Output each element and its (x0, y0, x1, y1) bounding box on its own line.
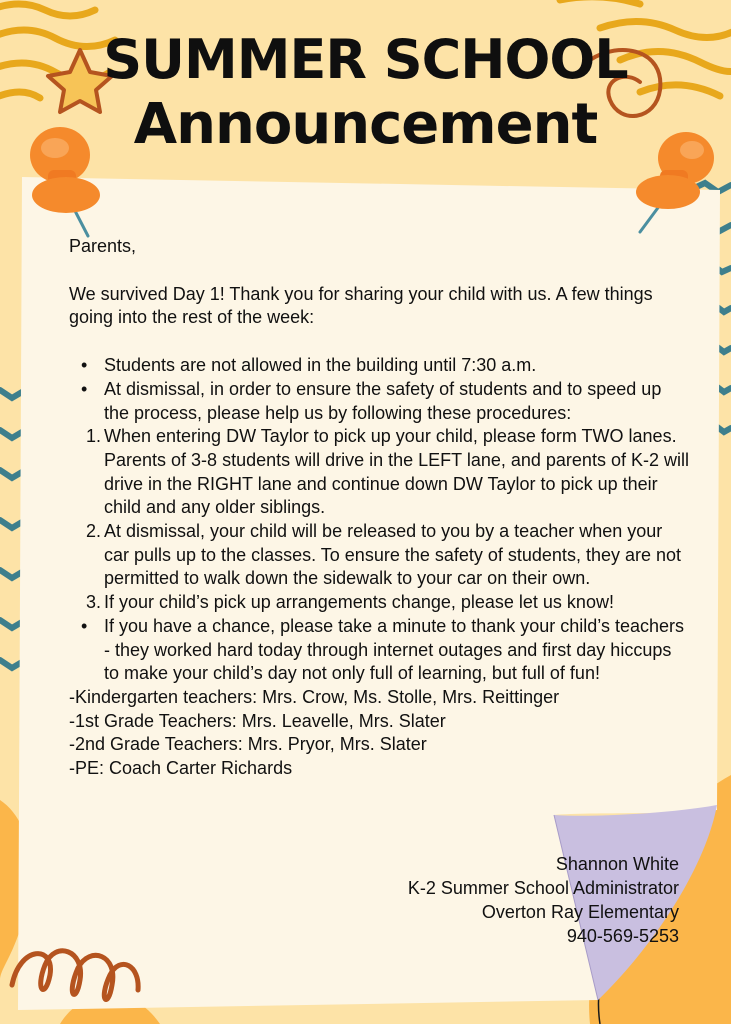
list-item-text: If your child’s pick up arrangements change, please let us know! (104, 592, 614, 613)
list-marker: • (81, 355, 88, 376)
list-item-text: At dismissal, your child will be released to you by a teacher when your car pulls up to the classes. To ensure the safety of students, they are not permitted to walk down the sidewalk to your car on their own. (104, 521, 682, 589)
list-item-text: When entering DW Taylor to pick up your child, please form TWO lanes. Parents of 3-8 students will drive in the LEFT lane, and parents of K-2 will drive in the RIGHT lane and continue down DW Taylor to pick up their child and any older siblings. (104, 426, 689, 518)
signature-school: Overton Ray Elementary (481, 902, 679, 922)
list-item (69, 354, 689, 378)
announcement-list (69, 354, 689, 686)
teacher-line: -2nd Grade Teachers: Mrs. Pryor, Mrs. Slater (69, 734, 427, 755)
title-line-1: SUMMER SCHOOL (103, 28, 628, 91)
signature-title: K-2 Summer School Administrator (407, 878, 679, 898)
list-marker: 1. (85, 426, 101, 447)
signature-block (408, 852, 679, 948)
title-line-2: Announcement (133, 92, 598, 157)
letter-body (69, 235, 689, 781)
list-item-text: If you have a chance, please take a minute to thank your child’s teachers - they worked hard today through internet outages and first day hiccups to make your child’s day not only full of learning, but full of fun! (104, 615, 685, 684)
list-item (69, 520, 689, 591)
list-marker: 3. (85, 592, 101, 613)
list-marker: • (81, 615, 88, 636)
signature-phone: 940-569-5253 (566, 926, 679, 946)
teacher-line: -PE: Coach Carter Richards (69, 758, 293, 779)
list-item (69, 378, 689, 425)
list-item (69, 615, 689, 686)
list-item (69, 425, 689, 520)
signature-name: Shannon White (555, 854, 679, 874)
teacher-line: -Kindergarten teachers: Mrs. Crow, Ms. Stolle, Mrs. Reittinger (69, 686, 560, 707)
greeting: Parents, (69, 236, 137, 256)
teacher-line: -1st Grade Teachers: Mrs. Leavelle, Mrs. Slater (69, 710, 446, 731)
list-marker: • (81, 378, 88, 399)
list-item (69, 591, 689, 615)
list-marker: 2. (85, 521, 101, 542)
list-item-text: At dismissal, in order to ensure the safety of students and to speed up the process, please help us by following these procedures: (104, 378, 662, 423)
intro-paragraph: We survived Day 1! Thank you for sharing your child with us. A few things going into the rest of the week: (69, 283, 653, 328)
list-item-text: Students are not allowed in the building until 7:30 a.m. (104, 355, 537, 376)
